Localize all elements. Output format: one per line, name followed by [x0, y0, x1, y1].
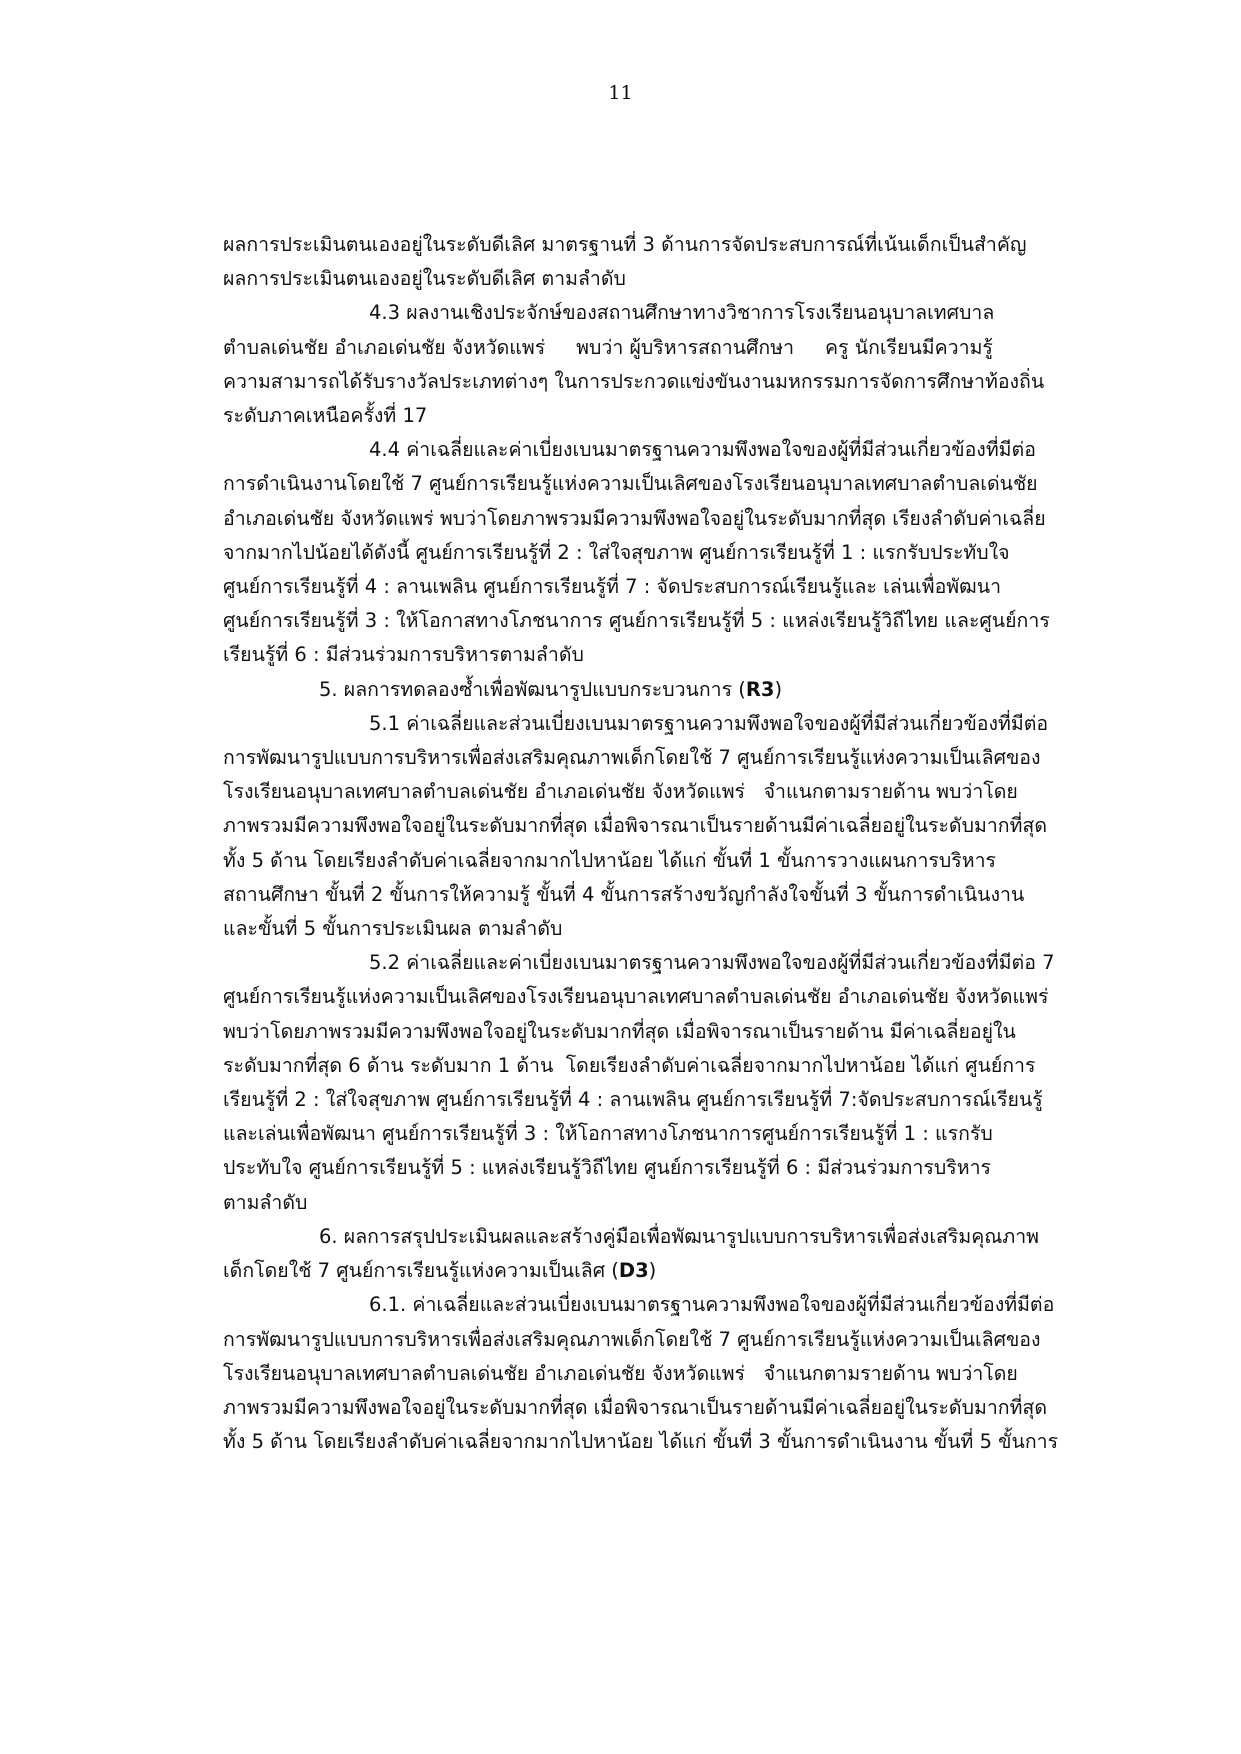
paragraph-standard-3-summary [223, 228, 1083, 296]
paragraph-6-1 [223, 1288, 1083, 1459]
paragraph-4-4 [223, 433, 1083, 672]
text-line: ภาพรวมมีความพึงพอใจอยู่ในระดับมากที่สุด เมื่อพิจารณาเป็นรายด้านมีค่าเฉลี่ยอยู่ในระดับมากที่สุด [223, 814, 1047, 838]
text-line: เรียนรู้ที่ 6 : มีส่วนร่วมการบริหารตามลำดับ [223, 643, 584, 667]
text-line: 4.3 ผลงานเชิงประจักษ์ของสถานศึกษาทางวิชาการโรงเรียนอนุบาลเทศบาล [369, 301, 995, 325]
heading-end: ) [774, 677, 783, 701]
heading-text: เด็กโดยใช้ 7 ศูนย์การเรียนรู้แห่งความเป็นเลิศ ( [223, 1259, 619, 1283]
text-line: การพัฒนารูปแบบการบริหารเพื่อส่งเสริมคุณภาพเด็กโดยใช้ 7 ศูนย์การเรียนรู้แห่งความเป็นเลิศของ [223, 746, 1041, 770]
page-number: 11 [608, 82, 633, 104]
text-line: ผลการประเมินตนเองอยู่ในระดับดีเลิศ ตามลำดับ [223, 267, 626, 291]
paragraph-4-3 [223, 296, 1083, 433]
text-line: ผลการประเมินตนเองอยู่ในระดับดีเลิศ มาตรฐานที่ 3 ด้านการจัดประสบการณ์ที่เน้นเด็กเป็นสำคัญ [223, 233, 1027, 256]
text-line: และขั้นที่ 5 ขั้นการประเมินผล ตามลำดับ [223, 917, 563, 941]
text-line: 5.1 ค่าเฉลี่ยและส่วนเบี่ยงเบนมาตรฐานความพึงพอใจของผู้ที่มีส่วนเกี่ยวข้องที่มีต่อ [369, 711, 1049, 735]
text-line: ความสามารถได้รับรางวัลประเภทต่างๆ ในการประกวดแข่งขันงานมหกรรมการจัดการศึกษาท้องถิ่น [223, 369, 1045, 393]
paragraph-5-2 [223, 946, 1083, 1220]
heading-text: 5. ผลการทดลองซ้ำเพื่อพัฒนารูปแบบกระบวนการ ( [319, 677, 746, 701]
text-line: ประทับใจ ศูนย์การเรียนรู้ที่ 5 : แหล่งเรียนรู้วิถีไทย ศูนย์การเรียนรู้ที่ 6 : มีส่วนร่วมการบริหาร [223, 1156, 991, 1180]
text-line [223, 673, 1083, 707]
text-line: อำเภอเด่นชัย จังหวัดแพร่ พบว่าโดยภาพรวมมีความพึงพอใจอยู่ในระดับมากที่สุด เรียงลำดับค่าเฉลี่ย [223, 506, 1046, 530]
text-line: และเล่นเพื่อพัฒนา ศูนย์การเรียนรู้ที่ 3 : ให้โอกาสทางโภชนาการศูนย์การเรียนรู้ที่ 1 : แรกรับ [223, 1122, 993, 1146]
text-line: โรงเรียนอนุบาลเทศบาลตำบลเด่นชัย อำเภอเด่นชัย จังหวัดแพร่ จำแนกตามรายด้าน พบว่าโดย [223, 1361, 1018, 1385]
text-line: ศูนย์การเรียนรู้ที่ 3 : ให้โอกาสทางโภชนาการ ศูนย์การเรียนรู้ที่ 5 : แหล่งเรียนรู้วิถีไทย และศูนย์การ [223, 609, 1050, 633]
text-line: สถานศึกษา ขั้นที่ 2 ขั้นการให้ความรู้ ขั้นที่ 4 ขั้นการสร้างขวัญกำลังใจขั้นที่ 3 ขั้นการดำเนินงาน [223, 882, 1025, 906]
text-line: ระดับภาคเหนือครั้งที่ 17 [223, 404, 428, 428]
heading-end: ) [648, 1259, 657, 1283]
text-line: จากมากไปน้อยได้ดังนี้ ศูนย์การเรียนรู้ที่ 2 : ใส่ใจสุขภาพ ศูนย์การเรียนรู้ที่ 1 : แรกรับประทับใจ [223, 540, 1010, 564]
text-line: ตามลำดับ [223, 1190, 308, 1214]
paragraph-5-1 [223, 707, 1083, 946]
text-line: เรียนรู้ที่ 2 : ใส่ใจสุขภาพ ศูนย์การเรียนรู้ที่ 4 : ลานเพลิน ศูนย์การเรียนรู้ที่ 7:จัดประสบการณ์เรียนรู้ [223, 1088, 1043, 1112]
text-line: พบว่าโดยภาพรวมมีความพึงพอใจอยู่ในระดับมากที่สุด เมื่อพิจารณาเป็นรายด้าน มีค่าเฉลี่ยอยู่ใน [223, 1019, 1016, 1043]
text-line: ตำบลเด่นชัย อำเภอเด่นชัย จังหวัดแพร่ พบว่า ผู้บริหารสถานศึกษา ครู นักเรียนมีความรู้ [223, 335, 993, 359]
text-line: 6. ผลการสรุปประเมินผลและสร้างคู่มือเพื่อพัฒนารูปแบบการบริหารเพื่อส่งเสริมคุณภาพ [319, 1224, 1040, 1248]
text-line: 5.2 ค่าเฉลี่ยและค่าเบี่ยงเบนมาตรฐานความพึงพอใจของผู้ที่มีส่วนเกี่ยวข้องที่มีต่อ 7 [369, 951, 1055, 975]
text-line [223, 1254, 1083, 1288]
heading-section-6 [223, 1220, 1083, 1288]
text-line: ระดับมากที่สุด 6 ด้าน ระดับมาก 1 ด้าน โดยเรียงลำดับค่าเฉลี่ยจากมากไปหาน้อย ได้แก่ ศูนย์การ [223, 1053, 1036, 1077]
text-line: ทั้ง 5 ด้าน โดยเรียงลำดับค่าเฉลี่ยจากมากไปหาน้อย ได้แก่ ขั้นที่ 1 ขั้นการวางแผนการบริหาร [223, 848, 997, 872]
code-d3: D3 [618, 1259, 649, 1283]
text-line: การดำเนินงานโดยใช้ 7 ศูนย์การเรียนรู้แห่งความเป็นเลิศของโรงเรียนอนุบาลเทศบาลตำบลเด่นชัย [223, 472, 1038, 496]
text-line: โรงเรียนอนุบาลเทศบาลตำบลเด่นชัย อำเภอเด่นชัย จังหวัดแพร่ จำแนกตามรายด้าน พบว่าโดย [223, 780, 1018, 804]
text-line: ศูนย์การเรียนรู้ที่ 4 : ลานเพลิน ศูนย์การเรียนรู้ที่ 7 : จัดประสบการณ์เรียนรู้และ เล่นเพื่อพัฒนา [223, 575, 1002, 599]
text-line: 6.1. ค่าเฉลี่ยและส่วนเบี่ยงเบนมาตรฐานความพึงพอใจของผู้ที่มีส่วนเกี่ยวข้องที่มีต่อ [369, 1293, 1055, 1317]
text-line: 4.4 ค่าเฉลี่ยและค่าเบี่ยงเบนมาตรฐานความพึงพอใจของผู้ที่มีส่วนเกี่ยวข้องที่มีต่อ [369, 438, 1036, 462]
text-line: ภาพรวมมีความพึงพอใจอยู่ในระดับมากที่สุด เมื่อพิจารณาเป็นรายด้านมีค่าเฉลี่ยอยู่ในระดับมากที่สุด [223, 1395, 1047, 1419]
text-line: การพัฒนารูปแบบการบริหารเพื่อส่งเสริมคุณภาพเด็กโดยใช้ 7 ศูนย์การเรียนรู้แห่งความเป็นเลิศของ [223, 1327, 1041, 1351]
text-line: ศูนย์การเรียนรู้แห่งความเป็นเลิศของโรงเรียนอนุบาลเทศบาลตำบลเด่นชัย อำเภอเด่นชัย จังหวัดแพร่ [223, 985, 1049, 1009]
heading-section-5 [223, 673, 1083, 707]
text-line: ทั้ง 5 ด้าน โดยเรียงลำดับค่าเฉลี่ยจากมากไปหาน้อย ได้แก่ ขั้นที่ 3 ขั้นการดำเนินงาน ขั้นที่ 5 ขั้นการ [223, 1430, 1059, 1454]
document-body [223, 228, 1083, 1459]
code-r3: R3 [745, 677, 775, 701]
